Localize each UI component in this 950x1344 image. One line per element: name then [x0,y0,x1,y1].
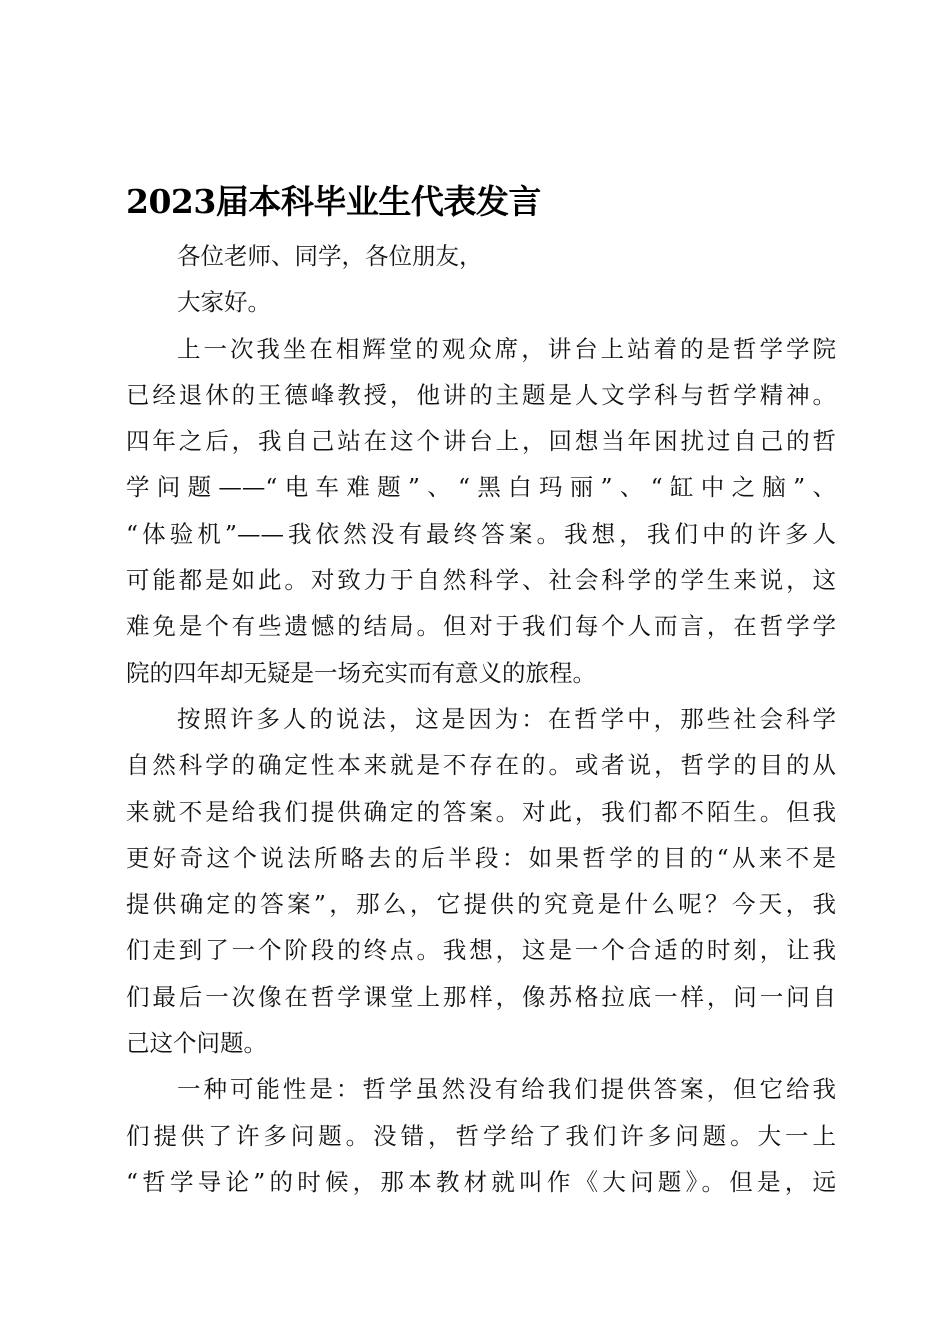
body-text-line: 来就不是给我们提供确定的答案。对此，我们都不陌生。但我 [126,797,836,826]
body-text-line: 们提供了许多问题。没错，哲学给了我们许多问题。大一上 [126,1121,836,1150]
body-text-line: 四年之后，我自己站在这个讲台上，回想当年困扰过自己的哲 [126,427,836,456]
body-text-line: 按照许多人的说法，这是因为：在哲学中，那些社会科学 [177,704,836,733]
body-text-line: 各位老师、同学，各位朋友， [177,242,483,270]
body-text-line: “哲学导论”的时候，那本教材就叫作《大问题》。但是，远 [126,1167,836,1196]
body-text-line: 们走到了一个阶段的终点。我想，这是一个合适的时刻，让我 [126,936,836,965]
body-text-line: 一种可能性是：哲学虽然没有给我们提供答案，但它给我 [177,1075,836,1104]
body-text-line: 自然科学的确定性本来就是不存在的。或者说，哲学的目的从 [126,751,836,780]
body-text-line: “体验机”——我依然没有最终答案。我想，我们中的许多人 [126,519,836,548]
body-text-line: 难免是个有些遗憾的结局。但对于我们每个人而言，在哲学学 [126,612,836,641]
document-title: 2023届本科毕业生代表发言 [126,182,541,221]
body-text-line: 己这个问题。 [126,1029,267,1058]
body-text-line: 大家好。 [177,288,271,317]
body-text-line: 上一次我坐在相辉堂的观众席，讲台上站着的是哲学学院 [177,334,836,363]
document-body [126,233,836,1205]
body-text-line: 更好奇这个说法所略去的后半段：如果哲学的目的“从来不是 [126,843,836,872]
body-text-line: 可能都是如此。对致力于自然科学、社会科学的学生来说，这 [126,566,836,595]
body-text-line: 院的四年却无疑是一场充实而有意义的旅程。 [126,658,596,687]
body-text-line: 提供确定的答案”，那么，它提供的究竟是什么呢？今天，我 [126,890,836,919]
body-text-line: 学问题——“电车难题”、“黑白玛丽”、“缸中之脑”、 [126,473,836,502]
body-text-line: 已经退休的王德峰教授，他讲的主题是人文学科与哲学精神。 [126,380,836,409]
body-text-line: 们最后一次像在哲学课堂上那样，像苏格拉底一样，问一问自 [126,982,836,1011]
